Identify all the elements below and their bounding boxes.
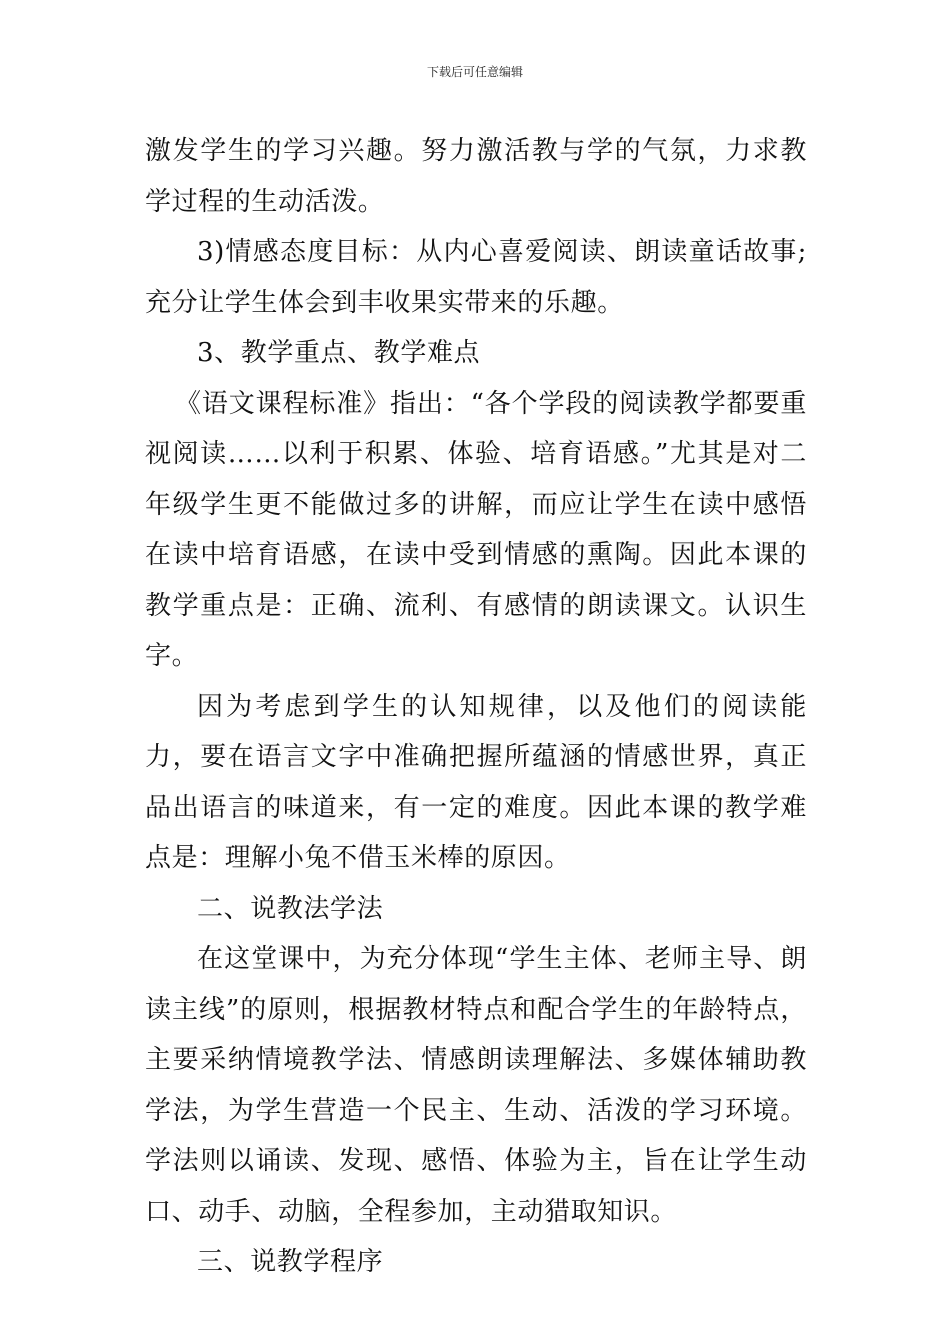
paragraph-continuation: 激发学生的学习兴趣。努力激活教与学的气氛，力求教学过程的生动活泼。 — [145, 136, 807, 217]
section-heading-teaching-procedure: 三、说教学程序 — [197, 1247, 384, 1277]
section-heading-teaching-methods: 二、说教法学法 — [197, 893, 384, 924]
section-heading-key-points: 3、教学重点、教学难点 — [197, 338, 481, 368]
page-header: 下载后可任意编辑 — [426, 65, 523, 79]
document-body — [145, 126, 807, 1288]
paragraph-emotion-goal: 3)情感态度目标：从内心喜爱阅读、朗读童话故事;充分让学生体会到丰收果实带来的乐趣。 — [145, 237, 807, 318]
paragraph-teaching-methods: 在这堂课中，为充分体现“学生主体、老师主导、朗读主线”的原则，根据教材特点和配合学生的年龄特点，主要采纳情境教学法、情感朗读理解法、多媒体辅助教学法，为学生营造一个民主、生动、活泼的学习环境。学法则以诵读、发现、感悟、体验为主，旨在让学生动口、动手、动脑，全程参加，主动猎取知识。 — [145, 944, 807, 1227]
paragraph-curriculum-standard: 《语文课程标准》指出：“各个学段的阅读教学都要重视阅读……以利于积累、体验、培育语感。”尤其是对二年级学生更不能做过多的讲解，而应让学生在读中感悟在读中培育语感，在读中受到情感的熏陶。因此本课的教学重点是：正确、流利、有感情的朗读课文。认识生字。 — [145, 388, 807, 671]
paragraph-difficulty: 因为考虑到学生的认知规律，以及他们的阅读能力，要在语言文字中准确把握所蕴涵的情感世界，真正品出语言的味道来，有一定的难度。因此本课的教学难点是：理解小兔不借玉米棒的原因。 — [145, 691, 807, 873]
